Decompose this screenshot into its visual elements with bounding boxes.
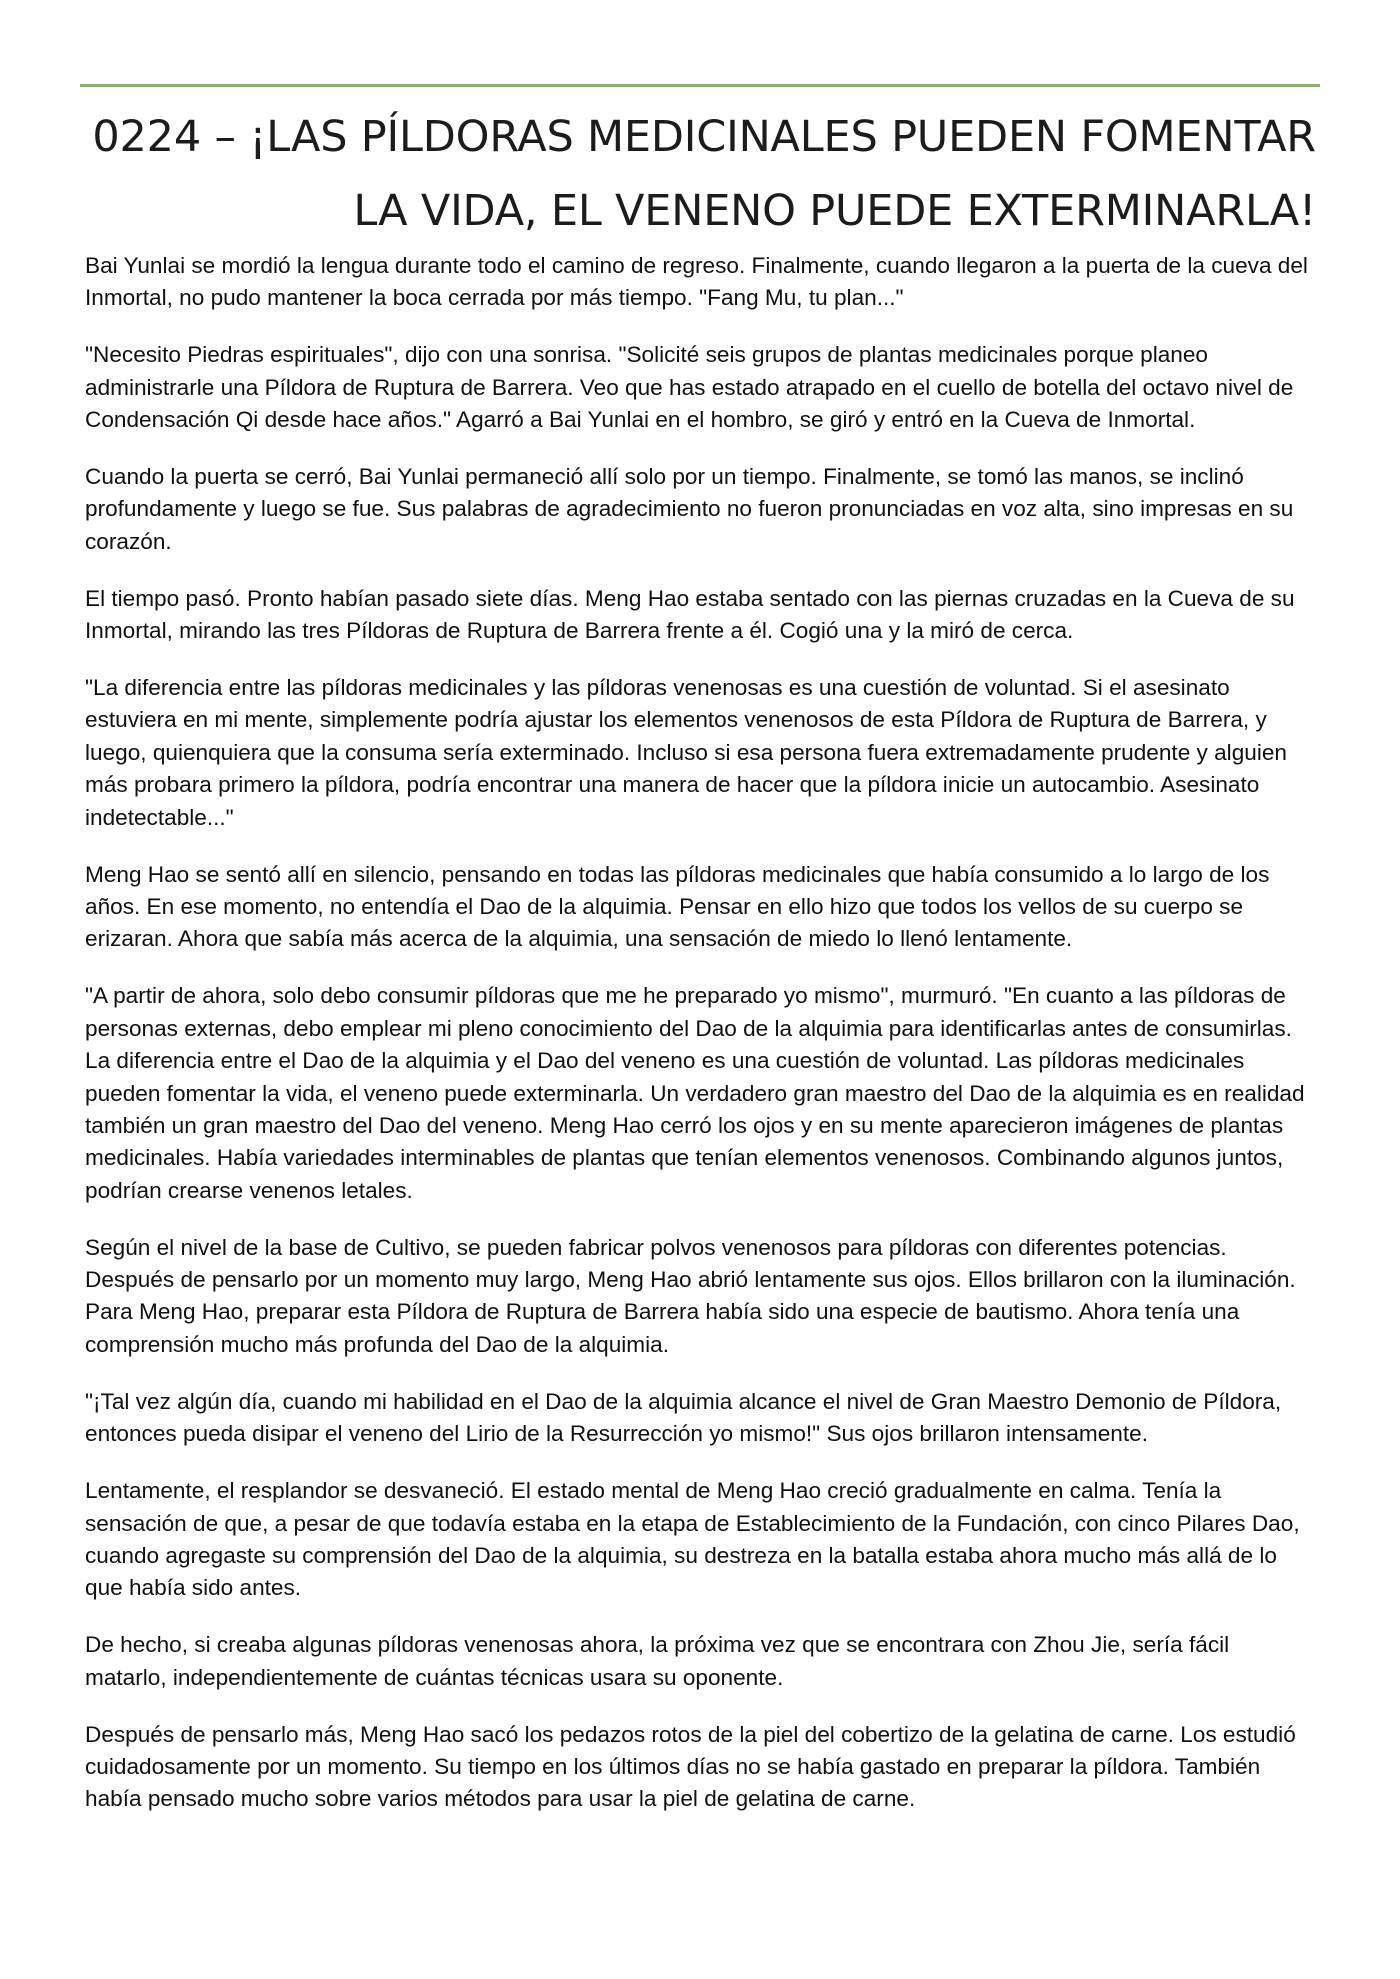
- paragraph-8: Según el nivel de la base de Cultivo, se pueden fabricar polvos venenosos para píldoras con diferentes potencias. Después de pensarlo por un momento muy largo, Meng Hao abrió lentamente sus ojos. Ellos brillaron con la iluminación. Para Meng Hao, preparar esta Píldora de Ruptura de Barrera había sido una especie de bautismo. Ahora tenía una comprensión mucho más profunda del Dao de la alquimia.: [85, 1234, 1296, 1357]
- paragraph-6: Meng Hao se sentó allí en silencio, pensando en todas las píldoras medicinales que había consumido a lo largo de los años. En ese momento, no entendía el Dao de la alquimia. Pensar en ello hizo que todos los vellos de su cuerpo se erizaran. Ahora que sabía más acerca de la alquimia, una sensación de miedo lo llenó lentamente.: [85, 861, 1270, 952]
- paragraph-1: Bai Yunlai se mordió la lengua durante todo el camino de regreso. Finalmente, cuando llegaron a la puerta de la cueva del Inmortal, no pudo mantener la boca cerrada por más tiempo. "Fang Mu, tu plan...": [85, 253, 1308, 311]
- paragraph-12: Después de pensarlo más, Meng Hao sacó los pedazos rotos de la piel del cobertizo de la gelatina de carne. Los estudió cuidadosamente por un momento. Su tiempo en los últimos días no se había gastado en preparar la píldora. También había pensado mucho sobre varios métodos para usar la piel de gelatina de carne.: [85, 1721, 1296, 1812]
- chapter-title-line-1: 0224 – ¡LAS PÍLDORAS MEDICINALES PUEDEN FOMENTAR: [92, 112, 1316, 162]
- paragraph-11: De hecho, si creaba algunas píldoras venenosas ahora, la próxima vez que se encontrara con Zhou Jie, sería fácil matarlo, independientemente de cuántas técnicas usara su oponente.: [85, 1632, 1230, 1690]
- paragraph-7: "A partir de ahora, solo debo consumir píldoras que me he preparado yo mismo", murmuró. "En cuanto a las píldoras de personas externas, debo emplear mi pleno conocimiento del Dao de la alquimia para identificarlas antes de consumirlas. La diferencia entre el Dao de la alquimia y el Dao del veneno es una cuestión de voluntad. Las píldoras medicinales pueden fomentar la vida, el veneno puede exterminarla. Un verdadero gran maestro del Dao de la alquimia es en realidad también un gran maestro del Dao del veneno. Meng Hao cerró los ojos y en su mente aparecieron imágenes de plantas medicinales. Había variedades interminables de plantas que tenían elementos venenosos. Combinando algunos juntos, podrían crearse venenos letales.: [85, 983, 1305, 1203]
- paragraph-3: Cuando la puerta se cerró, Bai Yunlai permaneció allí solo por un tiempo. Finalmente, se tomó las manos, se inclinó profundamente y luego se fue. Sus palabras de agradecimiento no fueron pronunciadas en voz alta, sino impresas en su corazón.: [85, 464, 1294, 554]
- chapter-title: [80, 100, 1316, 248]
- chapter-body: [85, 250, 1317, 1840]
- chapter-title-line-2: LA VIDA, EL VENENO PUEDE EXTERMINARLA!: [353, 186, 1316, 236]
- paragraph-2: "Necesito Piedras espirituales", dijo con una sonrisa. "Solicité seis grupos de plantas medicinales porque planeo administrarle una Píldora de Ruptura de Barrera. Veo que has estado atrapado en el cuello de botella del octavo nivel de Condensación Qi desde hace años." Agarró a Bai Yunlai en el hombro, se giró y entró en la Cueva de Inmortal.: [85, 342, 1294, 433]
- header-rule: [80, 84, 1320, 87]
- paragraph-9: "¡Tal vez algún día, cuando mi habilidad en el Dao de la alquimia alcance el nivel de Gran Maestro Demonio de Píldora, entonces pueda disipar el veneno del Lirio de la Resurrección yo mismo!" Sus ojos brillaron intensamente.: [85, 1388, 1282, 1447]
- paragraph-5: "La diferencia entre las píldoras medicinales y las píldoras venenosas es una cuestión de voluntad. Si el asesinato estuviera en mi mente, simplemente podría ajustar los elementos venenosos de esta Píldora de Ruptura de Barrera, y luego, quienquiera que la consuma sería exterminado. Incluso si esa persona fuera extremadamente prudente y alguien más probara primero la píldora, podría encontrar una manera de hacer que la píldora inicie un autocambio. Asesinato indetectable...": [85, 675, 1287, 830]
- paragraph-4: El tiempo pasó. Pronto habían pasado siete días. Meng Hao estaba sentado con las piernas cruzadas en la Cueva de su Inmortal, mirando las tres Píldoras de Ruptura de Barrera frente a él. Cogió una y la miró de cerca.: [85, 585, 1295, 644]
- paragraph-10: Lentamente, el resplandor se desvaneció. El estado mental de Meng Hao creció gradualmente en calma. Tenía la sensación de que, a pesar de que todavía estaba en la etapa de Establecimiento de la Fundación, con cinco Pilares Dao, cuando agregaste su comprensión del Dao de la alquimia, su destreza en la batalla estaba ahora mucho más allá de lo que había sido antes.: [85, 1478, 1300, 1601]
